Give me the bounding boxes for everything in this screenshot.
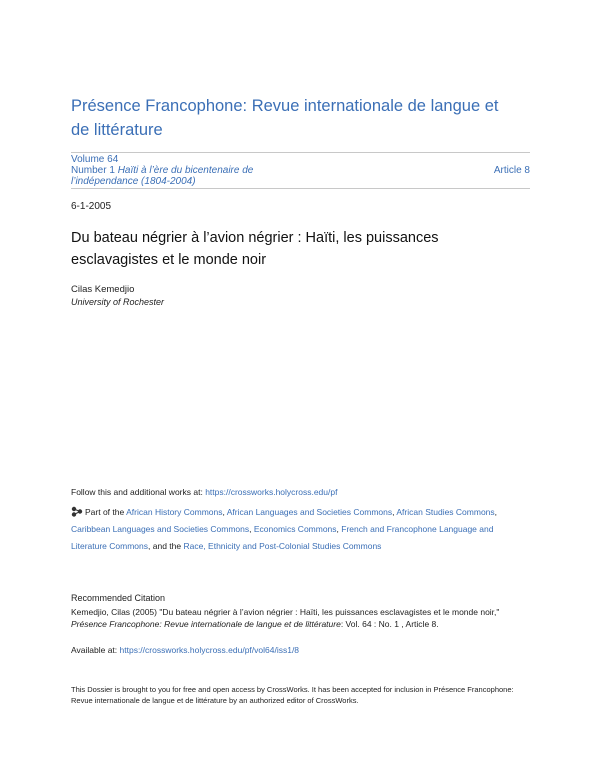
part-of-commons [71, 504, 523, 555]
author-name: Cilas Kemedjio [71, 284, 135, 295]
volume-info [71, 154, 371, 187]
bottom-rule [71, 188, 530, 189]
commons-link[interactable]: Economics Commons [253, 524, 337, 534]
recommended-citation-heading: Recommended Citation [71, 593, 166, 603]
citation-tail: : Vol. 64 : No. 1 , Article 8. [340, 619, 439, 629]
number-label: Number 1 [71, 165, 115, 176]
top-rule [71, 152, 530, 153]
part-of-prefix: Part of the [85, 507, 127, 517]
article-number-link[interactable]: Article 8 [493, 165, 530, 176]
follow-line [71, 487, 337, 497]
follow-link[interactable]: https://crossworks.holycross.edu/pf [205, 487, 338, 497]
issue-title-line2[interactable]: l’indépendance (1804-2004) [71, 176, 196, 187]
citation-plain: Kemedjio, Cilas (2005) "Du bateau négrier à l’avion négrier : Haïti, les puissances esclavagistes et le monde noir," [71, 607, 500, 617]
volume-link[interactable]: Volume 64 [71, 154, 119, 165]
footer-note: This Dossier is brought to you for free and open access by CrossWorks. It has been accepted for inclusion in Présence Francophone: Revue internationale de langue et de littérature by an authorized editor of CrossWorks. [71, 685, 514, 705]
issue-line[interactable] [71, 165, 371, 176]
commons-link[interactable]: Race, Ethnicity and Post-Colonial Studies Commons [183, 541, 382, 551]
and-the: , and the [148, 541, 184, 551]
separator: , [222, 507, 227, 517]
citation-journal: Présence Francophone: Revue internationale de langue et de littérature [71, 619, 341, 629]
commons-link[interactable]: Caribbean Languages and Societies Commons [71, 524, 250, 534]
issue-title-line1: Haïti à l’ère du bicentenaire de [117, 165, 254, 176]
separator: , [336, 524, 342, 534]
commons-link[interactable]: French and Francophone Language and Literature Commons [71, 524, 494, 551]
network-icon [71, 506, 83, 517]
article-title: Du bateau négrier à l’avion négrier : Haïti, les puissances esclavagistes et le monde noir [71, 230, 439, 268]
available-link[interactable]: https://crossworks.holycross.edu/pf/vol64/iss1/8 [119, 645, 300, 655]
commons-link[interactable]: African Studies Commons [396, 507, 495, 517]
commons-link[interactable]: African History Commons [126, 507, 223, 517]
separator: , [494, 507, 498, 517]
commons-link[interactable]: African Languages and Societies Commons [226, 507, 393, 517]
journal-title-link[interactable]: Présence Francophone: Revue internationale de langue et de littérature [71, 97, 499, 139]
available-at [71, 645, 299, 655]
follow-label: Follow this and additional works at: [71, 487, 206, 497]
publication-date: 6-1-2005 [71, 201, 112, 212]
author-affiliation: University of Rochester [71, 297, 165, 307]
available-label: Available at: [71, 645, 120, 655]
separator: , [249, 524, 254, 534]
citation-text [71, 606, 531, 630]
separator: , [392, 507, 397, 517]
